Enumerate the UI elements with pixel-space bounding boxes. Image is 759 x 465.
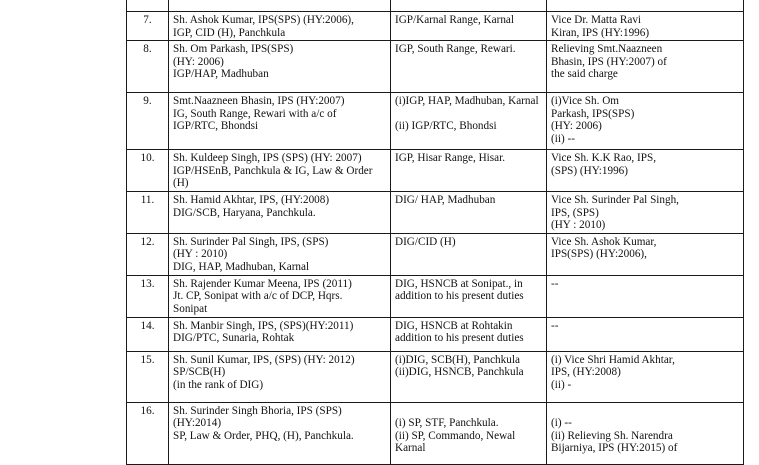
- officer-cell: Sh. Om Parkash, IPS(SPS) (HY: 2006) IGP/HAP, Madhuban: [169, 41, 391, 93]
- posting-orders-table: [126, 0, 744, 465]
- serial-number-cell: 15.: [127, 351, 169, 402]
- officer-cell: Sh. Surinder Pal Singh, IPS, (SPS) (HY : 2010) DIG, HAP, Madhuban, Karnal: [169, 233, 391, 275]
- table-row: [127, 402, 744, 464]
- officer-cell: Sh. Manbir Singh, IPS, (SPS)(HY:2011) DIG/PTC, Sunaria, Rohtak: [169, 317, 391, 351]
- remarks-cell: Vice Sh. Surinder Pal Singh, IPS, (SPS) (HY : 2010): [547, 191, 744, 233]
- remarks-cell: --: [547, 275, 744, 317]
- serial-number-cell: 12.: [127, 233, 169, 275]
- officer-cell: Smt.Naazneen Bhasin, IPS (HY:2007) IG, South Range, Rewari with a/c of IGP/RTC, Bhondsi: [169, 93, 391, 150]
- remarks-cell: (i) -- (ii) Relieving Sh. Narendra Bijarniya, IPS (HY:2015) of: [547, 402, 744, 464]
- serial-number-cell: 7.: [127, 12, 169, 41]
- posting-cell: DIG, HSNCB at Sonipat., in addition to his present duties: [391, 275, 547, 317]
- posting-cell: (i)DIG, SCB(H), Panchkula (ii)DIG, HSNCB, Panchkula: [391, 351, 547, 402]
- posting-cell: DIG/CID (H): [391, 233, 547, 275]
- posting-cell: [391, 0, 547, 12]
- serial-number-cell: [127, 0, 169, 12]
- remarks-cell: (i) Vice Shri Hamid Akhtar, IPS, (HY:2008) (ii) -: [547, 351, 744, 402]
- serial-number-cell: 13.: [127, 275, 169, 317]
- officer-cell: Sh. Rajender Kumar Meena, IPS (2011) Jt. CP, Sonipat with a/c of DCP, Hqrs. Sonipat: [169, 275, 391, 317]
- table-row: [127, 317, 744, 351]
- posting-cell: (i)IGP, HAP, Madhuban, Karnal (ii) IGP/RTC, Bhondsi: [391, 93, 547, 150]
- table-row: [127, 150, 744, 192]
- remarks-cell: --: [547, 317, 744, 351]
- remarks-cell: Vice Sh. K.K Rao, IPS, (SPS) (HY:1996): [547, 150, 744, 192]
- table-row: [127, 41, 744, 93]
- table-row: [127, 191, 744, 233]
- posting-cell: IGP/Karnal Range, Karnal: [391, 12, 547, 41]
- remarks-cell: [547, 0, 744, 12]
- posting-cell: DIG/ HAP, Madhuban: [391, 191, 547, 233]
- remarks-cell: Relieving Smt.Naazneen Bhasin, IPS (HY:2007) of the said charge: [547, 41, 744, 93]
- posting-cell: IGP, South Range, Rewari.: [391, 41, 547, 93]
- officer-cell: Sh. Surinder Singh Bhoria, IPS (SPS) (HY:2014) SP, Law & Order, PHQ, (H), Panchkula.: [169, 402, 391, 464]
- officer-cell: [169, 0, 391, 12]
- table-row: [127, 275, 744, 317]
- serial-number-cell: 9.: [127, 93, 169, 150]
- officer-cell: Sh. Ashok Kumar, IPS(SPS) (HY:2006), IGP, CID (H), Panchkula: [169, 12, 391, 41]
- table-row: [127, 93, 744, 150]
- serial-number-cell: 16.: [127, 402, 169, 464]
- serial-number-cell: 11.: [127, 191, 169, 233]
- remarks-cell: (i)Vice Sh. Om Parkash, IPS(SPS) (HY: 2006) (ii) --: [547, 93, 744, 150]
- remarks-cell: Vice Sh. Ashok Kumar, IPS(SPS) (HY:2006),: [547, 233, 744, 275]
- remarks-cell: Vice Dr. Matta Ravi Kiran, IPS (HY:1996): [547, 12, 744, 41]
- serial-number-cell: 14.: [127, 317, 169, 351]
- posting-cell: IGP, Hisar Range, Hisar.: [391, 150, 547, 192]
- table-row: [127, 0, 744, 12]
- table-row: [127, 351, 744, 402]
- table-row: [127, 233, 744, 275]
- posting-cell: DIG, HSNCB at Rohtakin addition to his present duties: [391, 317, 547, 351]
- serial-number-cell: 10.: [127, 150, 169, 192]
- officer-cell: Sh. Kuldeep Singh, IPS (SPS) (HY: 2007) IGP/HSEnB, Panchkula & IG, Law & Order (H): [169, 150, 391, 192]
- serial-number-cell: 8.: [127, 41, 169, 93]
- officer-cell: Sh. Sunil Kumar, IPS, (SPS) (HY: 2012) SP/SCB(H) (in the rank of DIG): [169, 351, 391, 402]
- table-row: [127, 12, 744, 41]
- posting-cell: (i) SP, STF, Panchkula. (ii) SP, Commando, Newal Karnal: [391, 402, 547, 464]
- officer-cell: Sh. Hamid Akhtar, IPS, (HY:2008) DIG/SCB, Haryana, Panchkula.: [169, 191, 391, 233]
